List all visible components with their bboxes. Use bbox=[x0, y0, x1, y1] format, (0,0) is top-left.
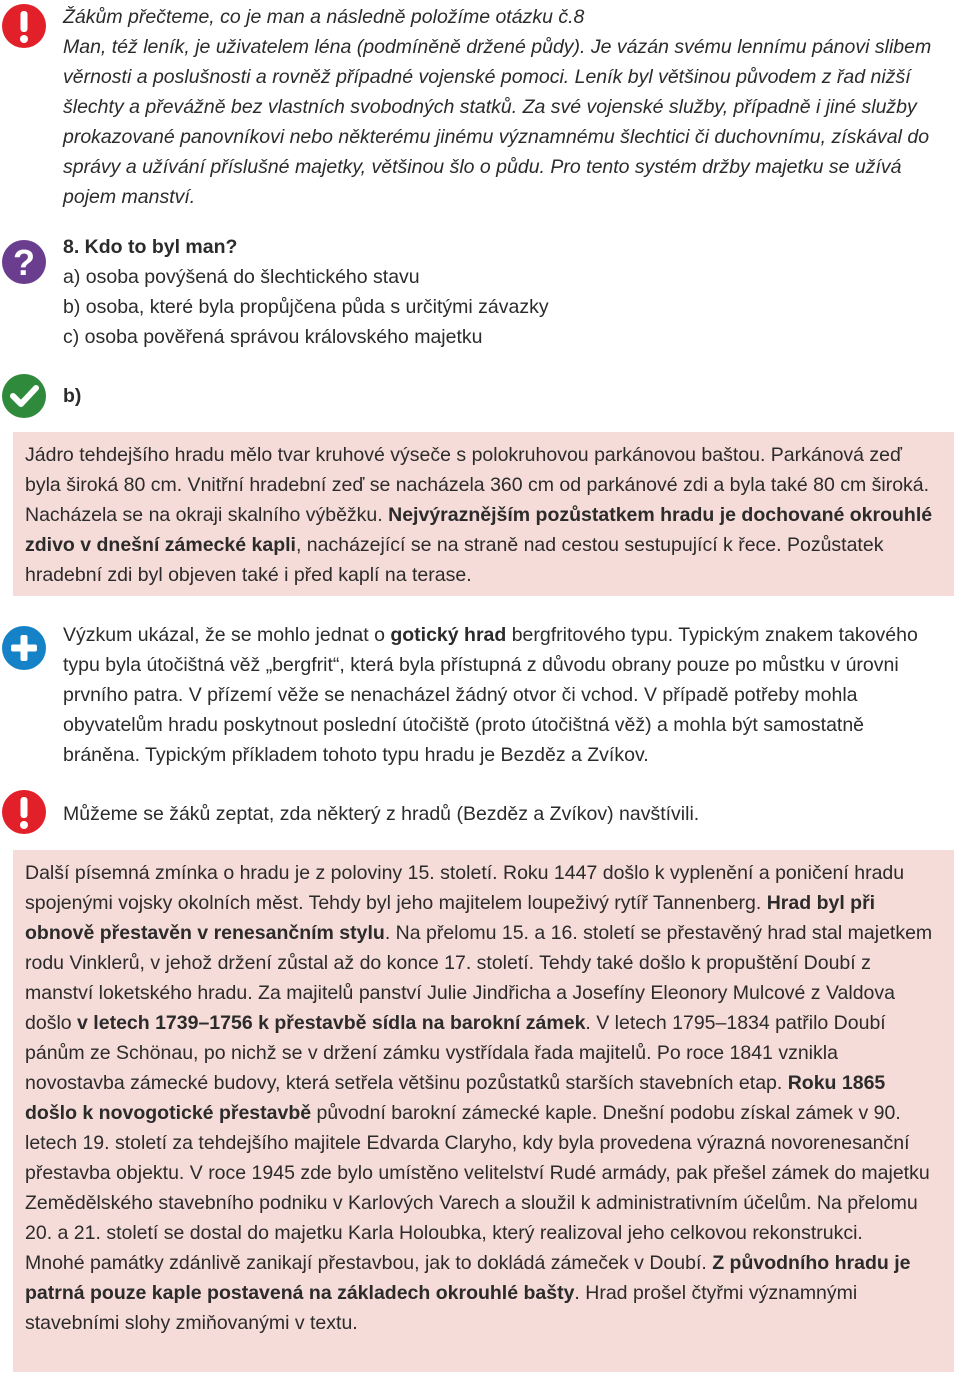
extra-section bbox=[63, 620, 943, 770]
panel2-bold-4: Z původního hradu je patrná pouze kaple postavená na základech okrouhlé bašty bbox=[25, 1252, 911, 1304]
extra-text-1: Výzkum ukázal, že se mohlo jednat o bbox=[63, 624, 391, 646]
panel1-bold-1: Nejvýraznějším pozůstatkem hradu je dochované okrouhlé zdivo v dnešní zámecké kapli bbox=[25, 504, 933, 556]
panel1-text-2: , nacházející se na straně nad cestou sestupující k řece. Pozůstatek hradební zdi byl objeven také i před kaplí na terase. bbox=[25, 534, 884, 586]
castle-summary-text bbox=[25, 1248, 942, 1338]
answer bbox=[63, 381, 81, 411]
panel2-text-5: Mnohé památky zdánlivě zanikají přestavbou, jak to dokládá zámeček v Doubí. bbox=[25, 1252, 713, 1274]
answer-text: b) bbox=[63, 385, 82, 407]
svg-text:?: ? bbox=[13, 242, 35, 283]
panel2-bold-3: Roku 1865 došlo k novogotické přestavbě bbox=[25, 1072, 886, 1124]
castle-core-text bbox=[25, 440, 942, 590]
extra-text-2: bergfritového typu. Typickým znakem takového typu byla útočištná věž „bergfrit“, která byla přístupná z důvodu obrany pouze po můstku v úrovni prvního patra. V přízemí věže se nenacházel žádný otvor či vchod. V případě potřeby mohla obyvatelům hradu poskytnout poslední útočiště (proto útočištná věž) a mohla být samostatně bráněna. Typickým příkladem tohoto typu hradu je Bezděz a Zvíkov. bbox=[63, 624, 918, 766]
panel2-text-3: . V letech 1795–1834 patřilo Doubí pánům ze Schönau, po nichž se v držení zámku vystřídala řada majitelů. Po roce 1841 vznikla novostavba zámecké budovy, která setřela většinu pozůstatků starších stavebních etap. bbox=[25, 1012, 886, 1094]
question-option-a: a) osoba povýšená do šlechtického stavu bbox=[63, 266, 420, 288]
note-text: Můžeme se žáků zeptat, zda některý z hradů (Bezděz a Zvíkov) navštívili. bbox=[63, 803, 700, 825]
panel2-text-6: . Hrad prošel čtyřmi významnými stavebními slohy zmiňovanými v textu. bbox=[25, 1282, 858, 1334]
check-circle-icon bbox=[2, 374, 46, 418]
note-section bbox=[63, 799, 943, 829]
question-mark-icon bbox=[2, 238, 46, 284]
castle-history-panel bbox=[13, 850, 954, 1372]
panel2-bold-1: Hrad byl při obnově přestavěn v renesančním stylu bbox=[25, 892, 876, 944]
question-title: 8. Kdo to byl man? bbox=[63, 236, 238, 258]
panel2-text-4: původní barokní zámecké kaple. Dnešní podobu získal zámek v 90. letech 19. století za tehdejšího majitele Edvarda Claryho, kdy byla provedena výrazná novorenesanční přestavba objektu. V roce 1945 zde bylo umístěno velitelství Rudé armády, pak přešel zámek do majetku Zemědělského stavebního podniku v Karlových Varech a sloužil k administrativním účelům. Na přelomu 20. a 21. století se dostal do majetku Karla Holoubka, který realizoval jeho celkovou rekonstrukci. bbox=[25, 1102, 930, 1244]
exclamation-circle-icon bbox=[2, 790, 46, 834]
castle-history-text bbox=[25, 858, 942, 1248]
panel2-text-1: Další písemná zmínka o hradu je z poloviny 15. století. Roku 1447 došlo k vyplenění a poničení hradu spojenými vojsky okolních měst. Tehdy byl jeho majitelem loupeživý rytíř Tannenberg. bbox=[25, 862, 905, 914]
exclamation-circle-icon bbox=[2, 4, 46, 48]
extra-text bbox=[63, 620, 943, 770]
castle-core-panel bbox=[13, 432, 954, 596]
panel1-text-1: Jádro tehdejšího hradu mělo tvar kruhové výseče s polokruhovou parkánovou baštou. Parkánová zeď byla široká 80 cm. Vnitřní hradební zeď se nacházela 360 cm od parkánové zdi a byla také 80 cm široká. Nacházela se na okraji skalního výběžku. bbox=[25, 444, 930, 526]
panel2-bold-2: v letech 1739–1756 k přestavbě sídla na barokní zámek bbox=[77, 1012, 586, 1034]
question-option-c: c) osoba pověřená správou královského majetku bbox=[63, 326, 483, 348]
plus-circle-icon bbox=[2, 626, 46, 670]
question-option-b: b) osoba, které byla propůjčena půda s určitými závazky bbox=[63, 296, 549, 318]
extra-bold-1: gotický hrad bbox=[390, 624, 507, 646]
intro-section bbox=[63, 2, 943, 212]
question-section bbox=[63, 232, 933, 352]
intro-body: Man, též leník, je uživatelem léna (podmíněně držené půdy). Je vázán svému lennímu pánovi slibem věrnosti a poslušnosti a rovněž případné vojenské pomoci. Leník byl většinou původem z řad nižší šlechty a převážně bez vlastních svobodných statků. Za své vojenské služby, případně i jiné služby prokazované panovníkovi nebo některému jinému významnému šlechtici či duchovnímu, získával do správy a užívání příslušné majetky, většinou šlo o půdu. Pro tento systém držby majetku se užívá pojem manství. bbox=[63, 36, 932, 208]
intro-lead: Žákům přečteme, co je man a následně položíme otázku č.8 bbox=[63, 6, 585, 28]
panel2-text-2: . Na přelomu 15. a 16. století se přestavěný hrad stal majetkem rodu Vinklerů, v jehož držení zůstal až do konce 17. století. Tehdy také došlo k propuštění Doubí z manství loketského hradu. Za majitelů panství Julie Jindřicha a Josefíny Eleonory Mulcové z Valdova došlo bbox=[25, 922, 933, 1034]
